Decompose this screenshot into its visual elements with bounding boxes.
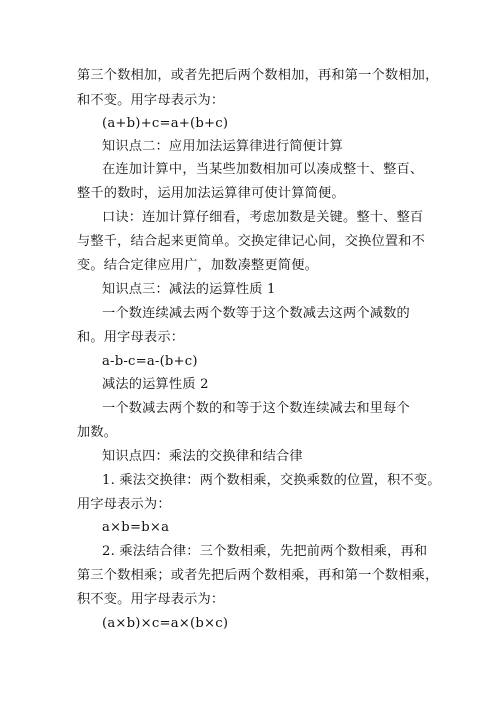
- text-line: 和。用字母表示：: [77, 330, 185, 345]
- text-line: 和不变。用字母表示为：: [77, 93, 225, 108]
- text-line: 整千的数时，运用加法运算律可使计算简便。: [77, 186, 345, 201]
- text-line: 与整千，结合起来更简单。交换定律记心间，交换位置和不: [77, 234, 426, 249]
- text-line: 第三个数相加，或者先把后两个数相加，再和第一个数相加，: [77, 68, 439, 83]
- section-heading: 减法的运算性质 2: [102, 377, 209, 392]
- text-line: 用字母表示为：: [77, 497, 171, 512]
- formula-line: a-b-c=a-(b+c): [102, 354, 198, 369]
- formula-line: (a+b)+c=a+(b+c): [102, 116, 229, 131]
- text-line: 第三个数相乘；或者先把后两个数相乘，再和第一个数相乘，: [77, 568, 439, 583]
- text-line: 2. 乘法结合律：三个数相乘，先把前两个数相乘，再和: [102, 544, 428, 559]
- text-line: 一个数减去两个数的和等于这个数连续减去和里每个: [102, 401, 410, 416]
- text-line: 口诀：连加计算仔细看，考虑加数是关键。整十、整百: [102, 210, 424, 225]
- section-heading: 知识点四：乘法的交换律和结合律: [102, 449, 303, 464]
- text-line: 在连加计算中，当某些加数相加可以凑成整十、整百、: [102, 162, 424, 177]
- text-line: 变。结合定律应用广，加数凑整更简便。: [77, 258, 318, 273]
- text-line: 积不变。用字母表示为：: [77, 592, 225, 607]
- text-line: 1. 乘法交换律：两个数相乘，交换乘数的位置，积不变。: [102, 473, 441, 488]
- text-line: 一个数连续减去两个数等于这个数减去这两个减数的: [102, 306, 410, 321]
- formula-line: (a×b)×c=a×(b×c): [102, 616, 229, 631]
- section-heading: 知识点三：减法的运算性质 1: [102, 282, 276, 297]
- section-heading: 知识点二：应用加法运算律进行简便计算: [102, 139, 343, 154]
- formula-line: a×b=b×a: [102, 520, 170, 535]
- text-line: 加数。: [77, 425, 118, 440]
